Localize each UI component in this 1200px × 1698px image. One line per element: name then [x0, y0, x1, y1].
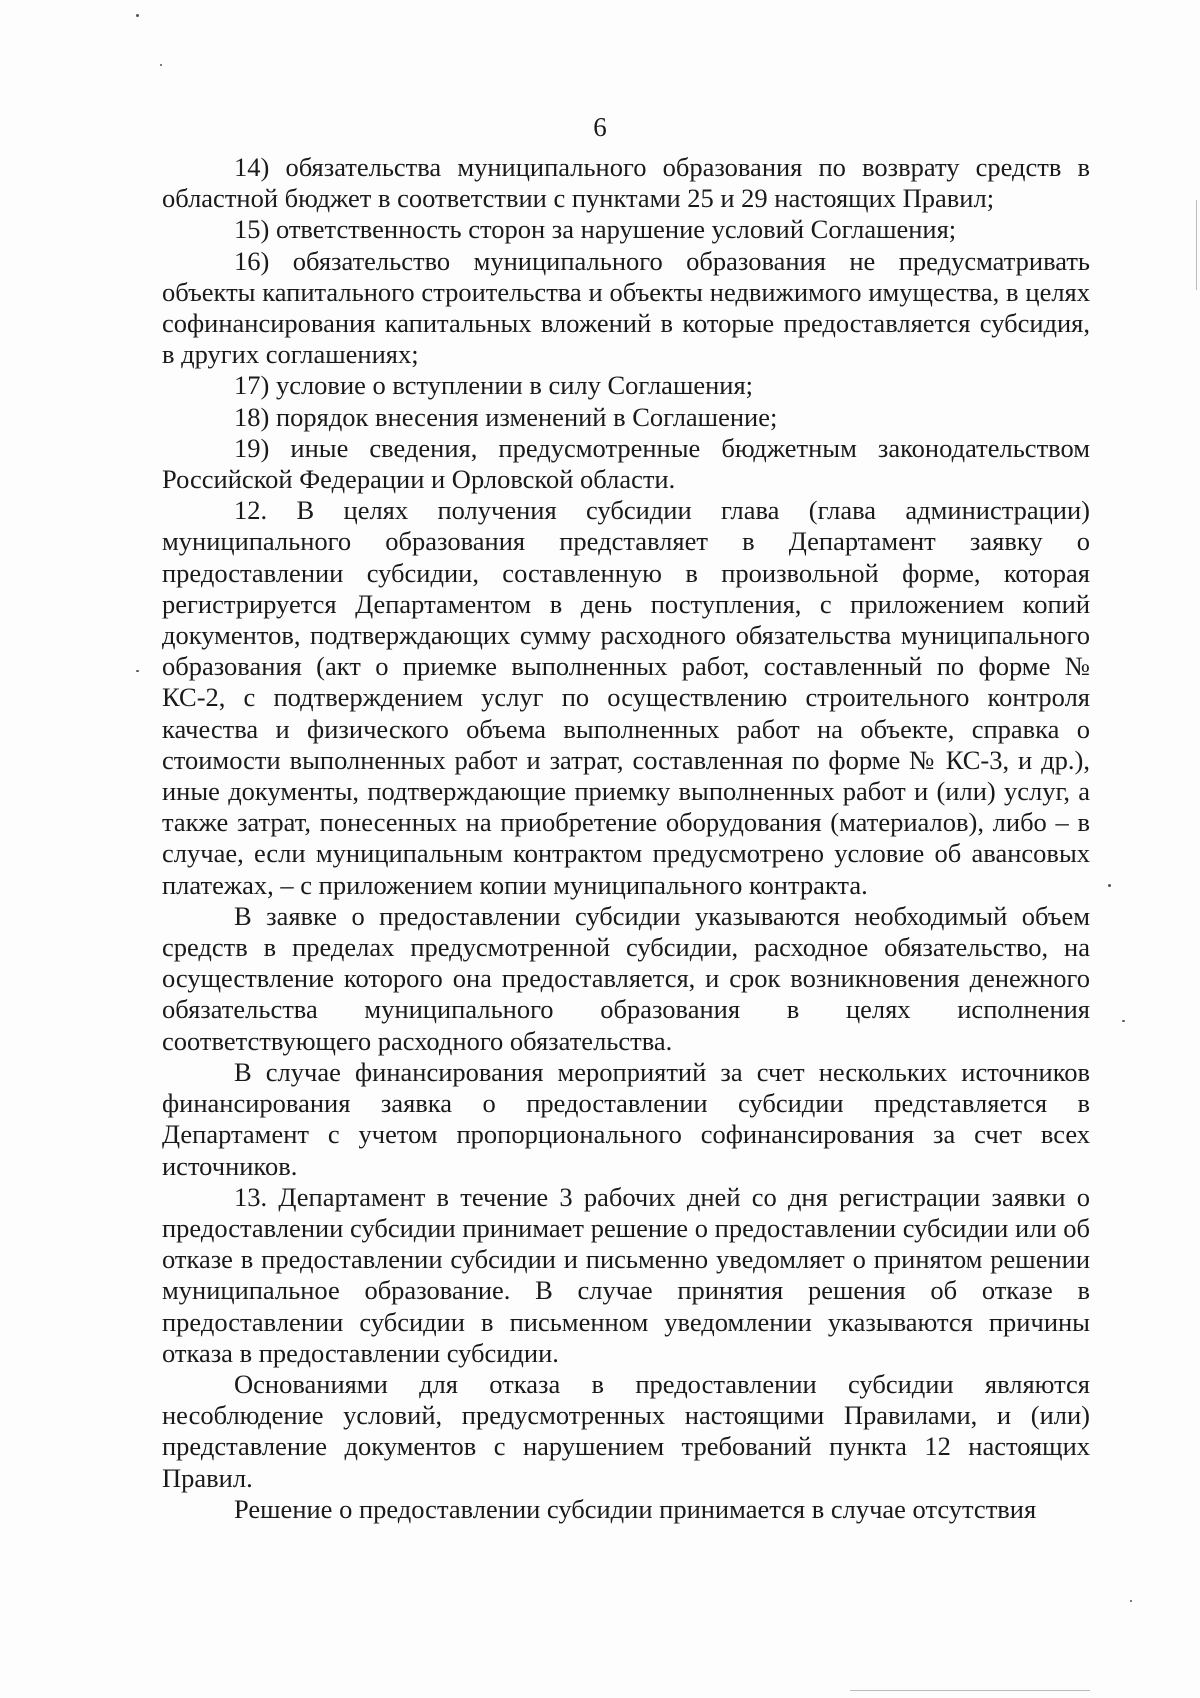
scan-speck	[136, 14, 139, 17]
paragraph-multiple-sources: В случае финансирования мероприятий за счет нескольких источников финансирования заявка о предоставлении субсидии представляется в Департамент с учетом пропорционального софинансирования за счет всех источников.	[162, 1056, 1090, 1181]
paragraph-item-17: 17) условие о вступлении в силу Соглашения;	[234, 370, 754, 401]
paragraph-item-15: 15) ответственность сторон за нарушение условий Соглашения;	[234, 214, 957, 245]
paragraph-refusal-grounds: Основаниями для отказа в предоставлении субсидии являются несоблюдение условий, предусмотренных настоящими Правилами, и (или) представление документов с нарушением требований пункта 12 настоящих Правил.	[162, 1368, 1090, 1493]
paragraph-item-16: 16) обязательство муниципального образования не предусматривать объекты капитального строительства и объекты недвижимого имущества, в целях софинансирования капитальных вложений в которые предоставляется субсидия, в других соглашениях;	[162, 245, 1090, 370]
page-number: 6	[593, 112, 607, 142]
paragraph-item-14: 14) обязательства муниципального образования по возврату средств в областной бюджет в соответствии с пунктами 25 и 29 настоящих Правил;	[162, 152, 1090, 214]
scan-speck	[1130, 1600, 1132, 1602]
scan-speck	[1108, 884, 1111, 887]
paragraph-item-18: 18) порядок внесения изменений в Соглашение;	[234, 401, 778, 432]
scan-edge-line	[1196, 200, 1197, 290]
scan-speck	[160, 64, 162, 66]
paragraph-application-content: В заявке о предоставлении субсидии указываются необходимый объем средств в пределах предусмотренной субсидии, расходное обязательство, на осуществление которого она предоставляется, и срок возникновения денежного обязательства муниципального образования в целях исполнения соответствующего расходного обязательства.	[162, 900, 1090, 1056]
scan-edge-line	[850, 1690, 1090, 1691]
paragraph-decision-start: Решение о предоставлении субсидии принимается в случае отсутствия	[234, 1493, 1037, 1524]
document-body	[162, 152, 1090, 1525]
paragraph-clause-13: 13. Департамент в течение 3 рабочих дней со дня регистрации заявки о предоставлении субсидии принимает решение о предоставлении субсидии или об отказе в предоставлении субсидии и письменно уведомляет о принятом решении муниципальное образование. В случае принятия решения об отказе в предоставлении субсидии в письменном уведомлении указываются причины отказа в предоставлении субсидии.	[162, 1181, 1090, 1368]
scan-speck	[1122, 1020, 1125, 1022]
paragraph-item-19: 19) иные сведения, предусмотренные бюджетным законодательством Российской Федерации и Орловской области.	[162, 432, 1090, 495]
paragraph-clause-12: 12. В целях получения субсидии глава (глава администрации) муниципального образования представляет в Департамент заявку о предоставлении субсидии, составленную в произвольной форме, которая регистрируется Департаментом в день поступления, с приложением копий документов, подтверждающих сумму расходного обязательства муниципального образования (акт о приемке выполненных работ, составленный по форме № КС-2, с подтверждением услуг по осуществлению строительного контроля качества и физического объема выполненных работ на объекте, справка о стоимости выполненных работ и затрат, составленная по форме № КС-3, и др.), иные документы, подтверждающие приемку выполненных работ и (или) услуг, а также затрат, понесенных на приобретение оборудования (материалов), либо – в случае, если муниципальным контрактом предусмотрено условие об авансовых платежах, – с приложением копии муниципального контракта.	[162, 495, 1090, 900]
scan-speck	[136, 670, 139, 672]
